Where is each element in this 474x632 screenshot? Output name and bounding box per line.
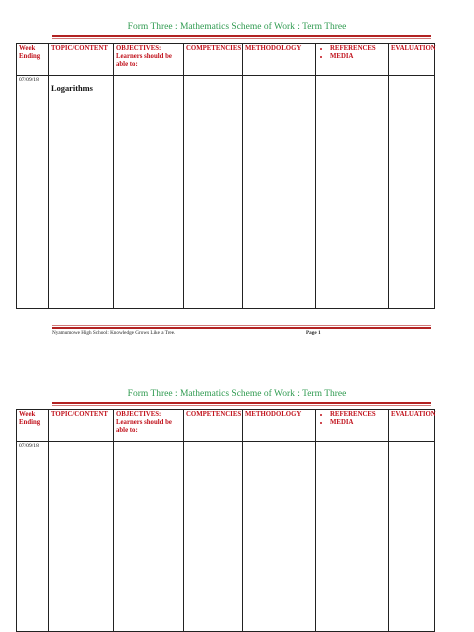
- scheme-table: [16, 409, 435, 632]
- header-competencies: COMPETENCIES: [184, 44, 243, 76]
- title-divider: [52, 402, 431, 406]
- header-evaluation: EVALUATION: [389, 410, 435, 442]
- header-row: [17, 410, 435, 442]
- week-ending-date: 07/09/18: [17, 442, 49, 632]
- title-divider: [52, 35, 431, 39]
- methodology-cell: [243, 442, 316, 632]
- header-references: [316, 410, 389, 442]
- topic-content: [49, 442, 114, 632]
- references-cell: [316, 76, 389, 309]
- competencies-cell: [184, 76, 243, 309]
- header-methodology: METHODOLOGY: [243, 44, 316, 76]
- page-title: Form Three : Mathematics Scheme of Work : Term Three: [127, 22, 347, 32]
- header-row: [17, 44, 435, 76]
- header-objectives: OBJECTIVES: Learners should be able to:: [114, 410, 184, 442]
- methodology-cell: [243, 76, 316, 309]
- header-topic: TOPIC/CONTENT: [49, 44, 114, 76]
- bullet-media: • MEDIA: [330, 419, 386, 427]
- scheme-table: [16, 43, 435, 309]
- bullet-media: • MEDIA: [330, 53, 386, 61]
- evaluation-cell: [389, 76, 435, 309]
- header-topic: TOPIC/CONTENT: [49, 410, 114, 442]
- header-methodology: METHODOLOGY: [243, 410, 316, 442]
- footer-school-motto: Nyamumowe High School: Knowledge Grows Like a Tree.: [52, 330, 176, 336]
- references-cell: [316, 442, 389, 632]
- topic-content: Logarithms: [49, 76, 114, 309]
- evaluation-cell: [389, 442, 435, 632]
- table-row: [17, 76, 435, 309]
- page-title: Form Three : Mathematics Scheme of Work : Term Three: [127, 389, 347, 399]
- page-footer: [52, 330, 431, 336]
- footer-divider: [52, 325, 431, 329]
- header-competencies: COMPETENCIES: [184, 410, 243, 442]
- table-row: [17, 442, 435, 632]
- bullet-references: • REFERENCES: [330, 411, 386, 419]
- footer-page-number: Page 1: [306, 330, 321, 336]
- competencies-cell: [184, 442, 243, 632]
- objectives-cell: [114, 76, 184, 309]
- header-week-ending: Week Ending: [17, 410, 49, 442]
- header-evaluation: EVALUATION: [389, 44, 435, 76]
- header-references: [316, 44, 389, 76]
- bullet-references: • REFERENCES: [330, 45, 386, 53]
- objectives-cell: [114, 442, 184, 632]
- week-ending-date: 07/09/18: [17, 76, 49, 309]
- header-week-ending: Week Ending: [17, 44, 49, 76]
- header-objectives: OBJECTIVES: Learners should be able to:: [114, 44, 184, 76]
